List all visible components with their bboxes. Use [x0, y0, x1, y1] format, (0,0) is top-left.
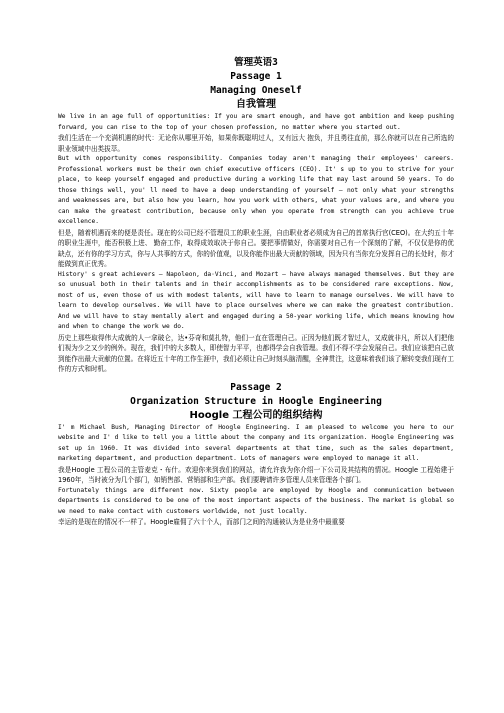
passage1-label: Passage 1 [230, 71, 282, 82]
passage2-title-zh: Hoogle 工程公司的组织结构 [189, 409, 323, 421]
p1-paragraph-cn-1: 我们生活在一个充满机遇的时代：无论你从哪里开始，如果你既聪明过人，又有远大 抱负，并且勇往直前，那么你就可以在自己所选的职业领域中出类拔萃。 [58, 134, 454, 153]
p2-paragraph-en-2: Fortunately things are different now. Sixty people are employed by Hoogle and communication between departments is considered to be one of the most important aspects of the business. The market is global so we need to make contact with customers worldwide, not just locally. [58, 486, 454, 515]
passage1-body [58, 112, 454, 375]
p2-paragraph-en-1: I' m Michael Bush, Managing Director of Hoogle Engineering. I am pleased to welcome you here to our website and I' d like to tell you a little about the company and its organization. Hoogle Engineering was set up in 1960. It was divided into several departments at that time, such as the sales department, marketing department, and production department. Lots of managers were employed to manage it all. [58, 423, 454, 462]
p1-paragraph-en-2: But with opportunity comes responsibility. Companies today aren't managing their employees' careers. Professional workers must be their own chief executive officers (CEO). It' s up to you to strive for your place, to keep yourself engaged and productive during a working life that may last around 50 years. To do those things well, you' ll need to have a deep understanding of yourself — not only what your strengths and weaknesses are, but also how you learn, how you work with others, what your values are, and where you can make the greatest contribution, because only when you operate from strength can you achieve true excellence. [58, 155, 454, 225]
p1-paragraph-en-3: History' s great achievers — Napoleon, da·Vinci, and Mozart — have always managed themselves. But they are so unusual both in their talents and in their accomplishments as to be considered rare exceptions. Now, most of us, even those of us with modest talents, will have to learn to manage ourselves. We will have to learn to develop ourselves. We will have to place ourselves where we can make the greatest contribution. And we will have to stay mentally alert and engaged during a 50-year working life, which means knowing how and when to change the work we do. [58, 270, 454, 330]
p2-paragraph-cn-1: 我是Hoogle 工程公司的主管麦克・布什。欢迎你来到我们的网站，请允许我为你介绍一下公司及其结构的情况。Hoogle 工程始建于1960年，当时被分为几个部门，如销售部、营销部和生产部。我们要聘请许多管理人员来管理各个部门。 [58, 465, 454, 484]
p1-paragraph-cn-2: 但是，随着机遇而来的便是责任。现在的公司已经不管理员工的职业生涯，自由职业者必须成为自己的首席执行官(CEO)。在大约五十年的职业生涯中，能否积极上进、 勤奋工作，取得成效取决于你自己。要把事情做好，你需要对自己有一个深刻的了解，不仅仅是你的优缺点，还有你的学习方式，你与人共事的方式，你的价值观，以及你能作出最大贡献的领域，因为只有当你充分发挥自己的长处时，你才能做到真正优秀。 [58, 228, 454, 268]
passage2-body [58, 423, 454, 528]
p1-paragraph-en-1: We live in an age full of opportunities: If you are smart enough, and have got ambition and keep pushing forward, you can rise to the top of your chosen profession, no matter where you started out. [58, 113, 454, 131]
document-page [58, 56, 454, 528]
book-title: 管理英语3 [234, 57, 278, 68]
passage2-title-en: Organization Structure in Hoogle Engineering [130, 395, 382, 407]
passage1-title-zh: 自我管理 [236, 99, 276, 110]
p1-paragraph-cn-3: 历史上那些取得伟大成就的人一拿破仑，达•芬奇和莫扎特，他们一直在管理自己。正因为他们既才智过人，又成就非凡，所以人们把他们视为少之又少的例外。现在，我们中的大多数人，即使智力平平，也都得学会自我管理。我们不得不学会发展自己。我们应该把自己放到能作出最大贡献的位置。在将近五十年的工作生涯中，我们必须让自己时刻头脑清醒，全神贯注，这意味着我们该了解转变我们现有工作的方式和时机。 [58, 333, 454, 373]
passage2-label: Passage 2 [230, 381, 282, 393]
passage1-title-en: Managing Oneself [210, 85, 302, 96]
p2-paragraph-cn-2: 幸运的是现在的情况不一样了。Hoogle雇佣了六十个人，而部门之间的沟通被认为是业务中最重要 [58, 518, 345, 526]
